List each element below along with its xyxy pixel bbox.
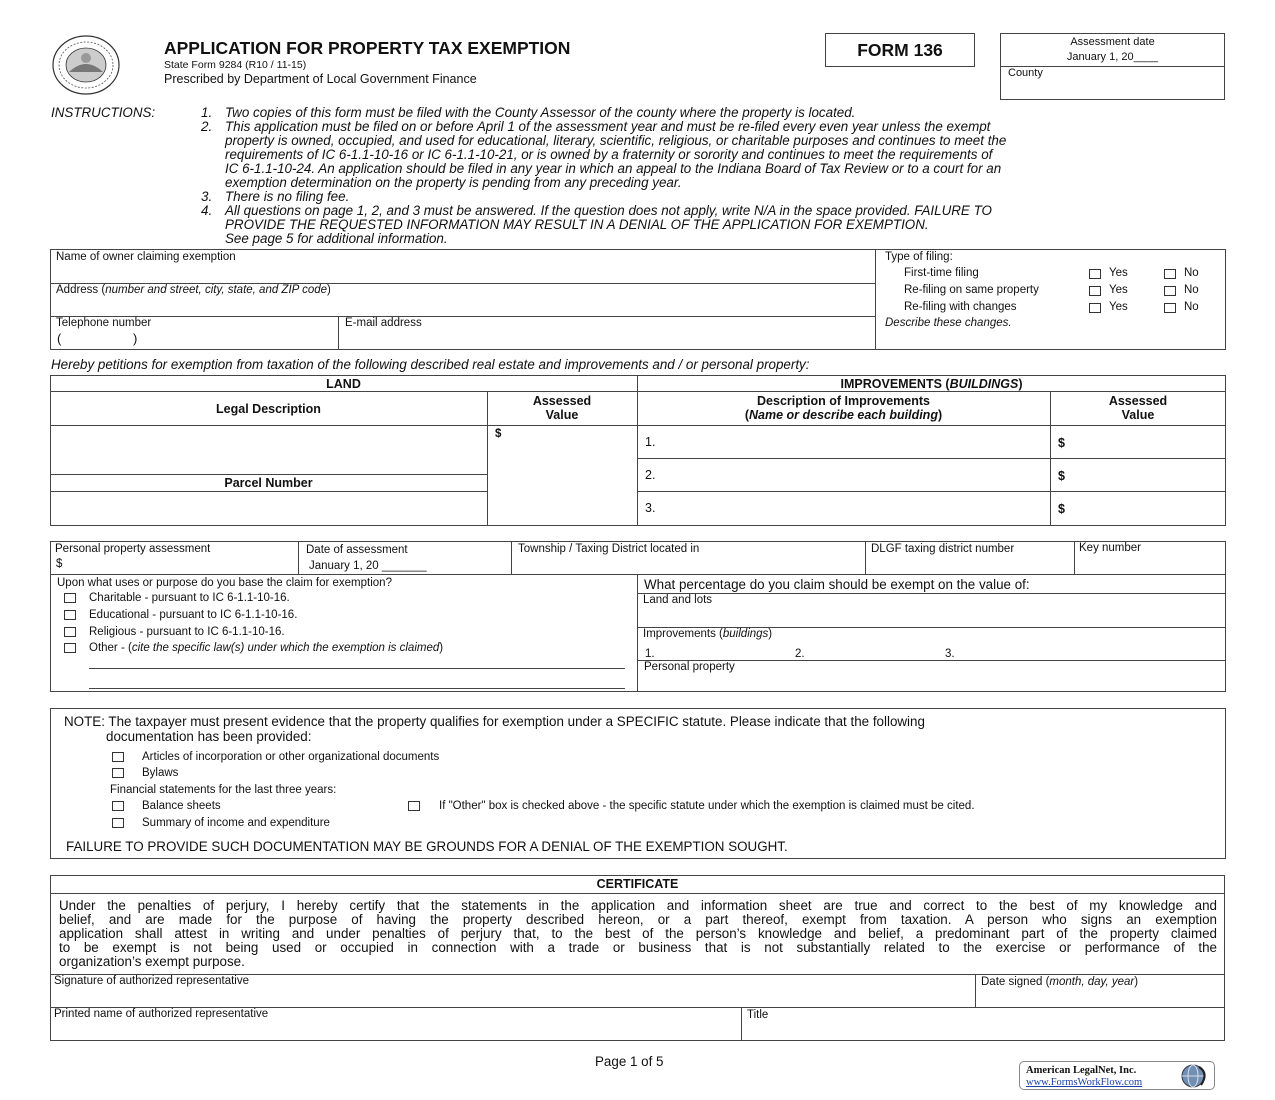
county-field[interactable] [1001, 80, 1224, 100]
owner-name-label: Name of owner claiming exemption [56, 251, 236, 263]
instruction-line: requirements of IC 6-1.1-10-16 or IC 6-1.1-10-21, or is owned by a fraternity or sorority and continues to meet the requirements of [225, 147, 993, 162]
key-number-label: Key number [1079, 542, 1142, 554]
balance-sheets-label: Balance sheets [142, 800, 221, 812]
instruction-line: There is no filing fee. [225, 189, 350, 204]
parcel-number-header: Parcel Number [224, 476, 313, 490]
instruction-number: 2. [201, 119, 213, 134]
improvement-dollar-sign: $ [1058, 436, 1065, 450]
improvement-description-header: Description of Improvements (Name or describe each building) [744, 394, 943, 422]
land-header: LAND [326, 377, 361, 391]
instruction-line: Two copies of this form must be filed with the County Assessor of the county where the property is located. [225, 105, 856, 120]
filing-yes-label: Yes [1109, 284, 1128, 296]
uses-question: Upon what uses or purpose do you base the claim for exemption? [57, 577, 392, 589]
legal-description-header: Legal Description [216, 402, 321, 416]
other-line-1[interactable] [89, 668, 625, 669]
improvements-pct-1[interactable]: 1. [645, 648, 655, 660]
improvement-row-number: 3. [645, 501, 656, 515]
use-option-checkbox[interactable] [64, 610, 76, 620]
personal-property-dollar: $ [56, 558, 63, 570]
certificate-line: organization’s exempt purpose. [59, 955, 245, 969]
owner-name-field[interactable] [52, 265, 872, 282]
state-form-number: State Form 9284 (R10 / 11-15) [164, 59, 307, 71]
financial-statements-label: Financial statements for the last three years: [110, 784, 337, 796]
land-lots-field[interactable] [640, 608, 1224, 626]
address-label: Address (number and street, city, state, and ZIP code) [56, 284, 331, 296]
seal-icon [51, 34, 121, 96]
land-lots-label: Land and lots [643, 594, 713, 606]
certificate-line: belief, and are made for the purpose of having the property described hereon, or a part thereof, exempt from taxation. A person who signs an exemption [59, 913, 1217, 927]
note-line-2: documentation has been provided: [106, 729, 312, 744]
instruction-number: 1. [201, 105, 213, 120]
summary-checkbox[interactable] [112, 818, 124, 828]
legal-description-field[interactable] [52, 427, 486, 473]
date-signed-label: Date signed (month, day, year) [981, 976, 1139, 988]
other-option-label: Other - (cite the specific law(s) under which the exemption is claimed) [89, 642, 444, 654]
filing-type-label: Type of filing: [885, 251, 953, 263]
telephone-field[interactable] [52, 331, 336, 349]
parcel-number-field[interactable] [52, 493, 486, 524]
key-number-field[interactable] [1076, 557, 1224, 573]
filing-yes-checkbox[interactable] [1089, 286, 1101, 296]
bylaws-checkbox[interactable] [112, 768, 124, 778]
improvement-description-field[interactable] [660, 427, 1048, 457]
improvement-dollar-sign: $ [1058, 502, 1065, 516]
improvement-assessed-value-field[interactable] [1070, 493, 1224, 523]
balance-sheets-checkbox[interactable] [112, 801, 124, 811]
globe-icon [1175, 1063, 1211, 1089]
assessment-county-box [1000, 33, 1225, 100]
printed-name-label: Printed name of authorized representative [54, 1008, 269, 1020]
instruction-line: All questions on page 1, 2, and 3 must be answered. If the question does not apply, write N/A in the space provided. FAILURE TO [225, 203, 992, 218]
filing-yes-checkbox[interactable] [1089, 269, 1101, 279]
instruction-line: IC 6-1.1-10-24. An application should be filed in any year in which an appeal to the Indiana Board of Tax Review or to a court for an [225, 161, 1002, 176]
improvements-pct-2[interactable]: 2. [795, 648, 805, 660]
personal-property-pct-field[interactable] [640, 675, 1224, 691]
instruction-number: 4. [201, 203, 213, 218]
publisher-url[interactable]: www.FormsWorkFlow.com [1026, 1077, 1143, 1088]
form-number: FORM 136 [857, 40, 943, 60]
date-signed-field[interactable] [977, 990, 1223, 1006]
land-assessed-value-field[interactable] [489, 427, 636, 524]
use-option-label: Religious - pursuant to IC 6-1.1-10-16. [89, 626, 285, 638]
filing-no-checkbox[interactable] [1164, 286, 1176, 296]
certificate-text [59, 899, 1217, 969]
personal-property-label: Personal property assessment [55, 543, 211, 555]
title-field[interactable] [743, 1022, 1223, 1040]
address-field[interactable] [52, 298, 872, 315]
certificate-header: CERTIFICATE [596, 877, 679, 891]
describe-changes-label: Describe these changes. [885, 317, 1012, 329]
filing-no-label: No [1184, 267, 1199, 279]
use-option-label: Charitable - pursuant to IC 6-1.1-10-16. [89, 592, 290, 604]
filing-no-label: No [1184, 284, 1199, 296]
improvements-header: IMPROVEMENTS (BUILDINGS) [840, 377, 1023, 391]
telephone-area-open: ( [57, 331, 62, 346]
filing-row-label: First-time filing [904, 267, 979, 279]
failure-warning: FAILURE TO PROVIDE SUCH DOCUMENTATION MAY BE GROUNDS FOR A DENIAL OF THE EXEMPTION SOUGHT. [66, 839, 788, 854]
filing-row-label: Re-filing with changes [904, 301, 1017, 313]
signature-field[interactable] [52, 989, 972, 1006]
personal-property-pct-label: Personal property [644, 661, 735, 673]
other-checkbox[interactable] [64, 643, 76, 653]
improvements-pct-label: Improvements (buildings) [643, 628, 773, 640]
instruction-line: exemption determination on the property is pending from any preceding year. [225, 175, 682, 190]
improvement-dollar-sign: $ [1058, 469, 1065, 483]
use-option-label: Educational - pursuant to IC 6-1.1-10-16. [89, 609, 298, 621]
telephone-label: Telephone number [56, 317, 152, 329]
filing-row-label: Re-filing on same property [904, 284, 1039, 296]
note-line-1: NOTE: The taxpayer must present evidence that the property qualifies for exemption under a SPECIFIC statute. Please indicate that the following [64, 714, 925, 729]
publisher-name: American LegalNet, Inc. [1026, 1065, 1137, 1076]
land-dollar-sign: $ [495, 428, 502, 440]
other-statute-checkbox[interactable] [408, 801, 420, 811]
township-field[interactable] [513, 557, 863, 573]
improvement-row-number: 2. [645, 468, 656, 482]
printed-name-field[interactable] [52, 1022, 738, 1040]
signature-label: Signature of authorized representative [54, 975, 249, 987]
certificate-line: Under the penalties of perjury, I hereby certify that the statements in the application and information sheet are true and correct to the best of my knowledge and [59, 899, 1217, 913]
filing-no-label: No [1184, 301, 1199, 313]
title-label: Title [747, 1009, 769, 1021]
email-label: E-mail address [345, 317, 422, 329]
certificate-line: to be exempt is not being used or occupied in connection with a trade or business that is not substantially related to the exercise or performance of the [59, 941, 1217, 955]
improvement-assessed-value-field[interactable] [1070, 427, 1224, 457]
articles-checkbox[interactable] [112, 752, 124, 762]
instruction-line: See page 5 for additional information. [225, 231, 448, 246]
use-option-checkbox[interactable] [64, 627, 76, 637]
publisher-badge [1019, 1061, 1215, 1090]
date-of-assessment-label: Date of assessment [306, 544, 408, 556]
instruction-line: PROVIDE THE REQUESTED INFORMATION MAY RESULT IN A DENIAL OF THE APPLICATION FOR EXEMPTION. [225, 217, 929, 232]
filing-no-checkbox[interactable] [1164, 303, 1176, 313]
township-label: Township / Taxing District located in [518, 543, 700, 555]
improvement-assessed-value-header: Assessed Value [1108, 394, 1168, 422]
page-title: APPLICATION FOR PROPERTY TAX EXEMPTION [164, 38, 571, 58]
county-label: County [1008, 67, 1043, 79]
assessment-date-value[interactable]: January 1, 20____ [1066, 51, 1159, 63]
filing-yes-label: Yes [1109, 267, 1128, 279]
other-line-2[interactable] [89, 688, 625, 689]
improvements-pct-3[interactable]: 3. [945, 648, 955, 660]
improvement-description-field[interactable] [660, 493, 1048, 523]
other-statute-note: If "Other" box is checked above - the specific statute under which the exemption is claimed must be cited. [439, 800, 975, 812]
dlgf-number-field[interactable] [867, 557, 1072, 573]
summary-label: Summary of income and expenditure [142, 817, 330, 829]
instructions-label: INSTRUCTIONS: [51, 105, 156, 120]
instruction-line: This application must be filed on or before April 1 of the assessment year and must be re-filed every even year unless the exempt [225, 119, 991, 134]
articles-label: Articles of incorporation or other organizational documents [142, 751, 440, 763]
bylaws-label: Bylaws [142, 767, 179, 779]
improvement-row-number: 1. [645, 435, 656, 449]
use-option-checkbox[interactable] [64, 593, 76, 603]
form-number-box [825, 33, 975, 67]
improvement-assessed-value-field[interactable] [1070, 460, 1224, 490]
state-seal [51, 34, 121, 96]
filing-no-checkbox[interactable] [1164, 269, 1176, 279]
dlgf-number-label: DLGF taxing district number [871, 543, 1015, 555]
assessment-date-label: Assessment date [1070, 36, 1155, 48]
instruction-number: 3. [201, 189, 213, 204]
petition-text: Hereby petitions for exemption from taxation of the following described real estate and improvements and / or personal property: [51, 357, 810, 372]
email-field[interactable] [340, 331, 872, 349]
land-assessed-value-header: Assessed Value [532, 394, 592, 422]
page-number: Page 1 of 5 [595, 1054, 664, 1069]
percentage-question: What percentage do you claim should be exempt on the value of: [644, 577, 1030, 592]
filing-yes-label: Yes [1109, 301, 1128, 313]
improvement-description-field[interactable] [660, 460, 1048, 490]
certificate-line: application shall attest in writing and under penalties of perjury that, to the best of the person’s knowledge and belief, a predominant part of the property claimed [59, 927, 1217, 941]
instruction-line: property is owned, occupied, and used for educational, literary, scientific, religious, or charitable purposes and continues to meet the [225, 133, 1007, 148]
personal-property-field[interactable] [66, 557, 294, 573]
date-of-assessment-value[interactable]: January 1, 20 _______ [309, 560, 427, 572]
prescribed-by: Prescribed by Department of Local Government Finance [164, 72, 477, 86]
filing-yes-checkbox[interactable] [1089, 303, 1101, 313]
telephone-area-close: ) [133, 331, 138, 346]
